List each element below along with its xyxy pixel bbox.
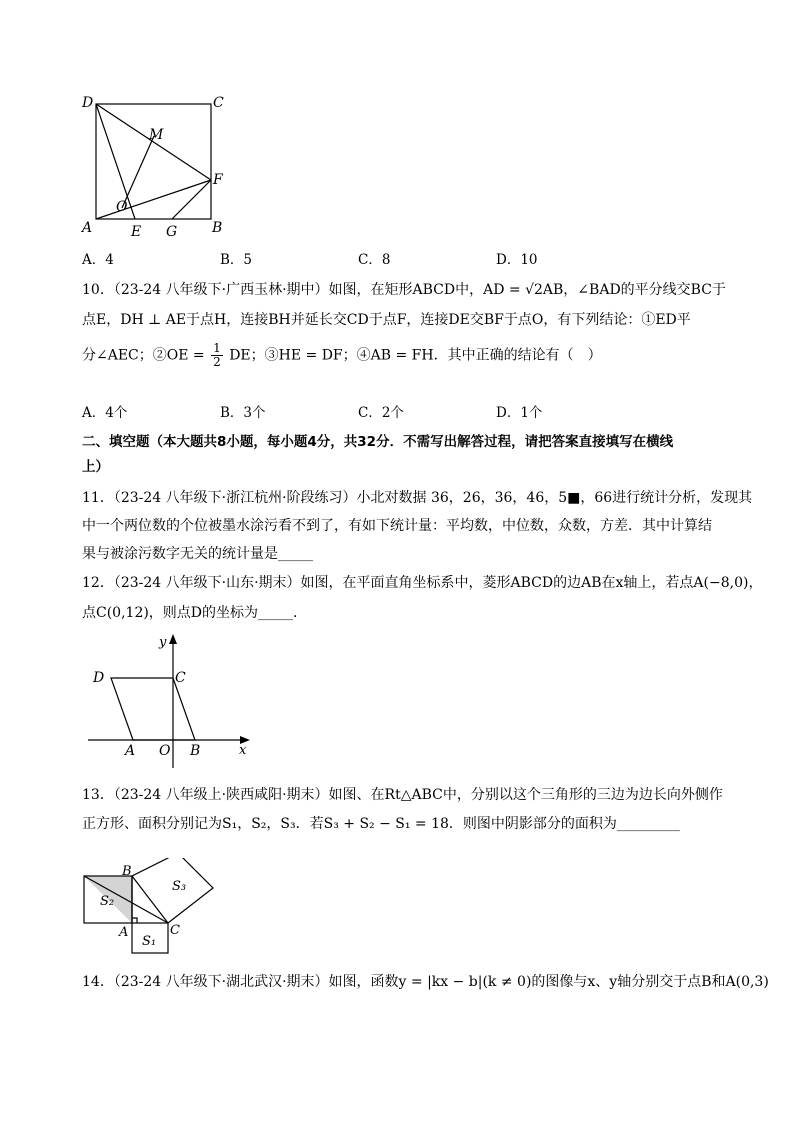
section-2-heading-line-2: 上） xyxy=(82,459,109,475)
label-y: y xyxy=(159,635,167,650)
label-M: M xyxy=(149,127,164,143)
label-A: A xyxy=(119,925,129,940)
q13-line-2: 正方形、面积分别记为S₁，S₂，S₃．若S₃ + S₂ − S₁ = 18．则图中阴影部分的面积为_________ xyxy=(82,816,680,832)
q10-option-d: D．1个 xyxy=(496,405,543,421)
y-axis-arrow xyxy=(169,634,177,644)
q12-line-1: 12．（23-24 八年级下·山东·期末）如图，在平面直角坐标系中，菱形ABCD的边AB在x轴上，若点A(−8,0)， xyxy=(82,575,763,591)
q10-line-3-start: 分∠AEC；②OE = xyxy=(82,347,205,364)
fraction xyxy=(211,342,223,369)
label-A: A xyxy=(82,220,93,236)
label-F: F xyxy=(213,172,223,188)
q10-option-b: B．3个 xyxy=(220,405,266,421)
q14-line-1: 14．（23-24 八年级下·湖北武汉·期末）如图，函数y = |kx − b|(k ≠ 0)的图像与x、y轴分别交于点B和A(0,3) xyxy=(82,974,769,990)
fraction-denominator: 2 xyxy=(213,355,221,369)
figure-q12 xyxy=(84,630,254,770)
q11-line-1: 11．（23-24 八年级下·浙江杭州·阶段练习）小北对数据 36，26，36，46，5■，66进行统计分析，发现其 xyxy=(82,490,753,506)
label-S1: S₁ xyxy=(142,934,157,949)
label-C: C xyxy=(170,923,180,938)
label-G: G xyxy=(166,224,178,240)
q10-line-3 xyxy=(82,342,602,369)
label-C: C xyxy=(213,95,224,111)
section-2-heading-line-1: 二、填空题（本大题共8小题，每小题4分，共32分．不需写出解答过程，请把答案直接填写在横线 xyxy=(82,434,674,450)
q10-line-3-end: DE；③HE = DF；④AB = FH．其中正确的结论有（ ） xyxy=(229,347,602,364)
figure-q13 xyxy=(80,858,220,958)
label-D: D xyxy=(82,95,94,111)
q10-option-a: A．4个 xyxy=(82,405,128,421)
label-E: E xyxy=(131,224,142,240)
label-C: C xyxy=(175,670,186,686)
label-D: D xyxy=(93,670,105,686)
label-x: x xyxy=(239,743,247,758)
label-B: B xyxy=(122,864,132,879)
q9-option-d: D．10 xyxy=(496,252,538,268)
label-B: B xyxy=(190,743,201,759)
label-S2: S₂ xyxy=(100,894,115,909)
q9-option-c: C．8 xyxy=(358,252,391,268)
fraction-numerator: 1 xyxy=(213,341,221,355)
q11-line-2: 中一个两位数的个位被墨水涂污看不到了，有如下统计量：平均数，中位数，众数，方差．其中计算结 xyxy=(82,518,712,534)
q13-line-1: 13．（23-24 八年级上·陕西咸阳·期末）如图、在Rt△ABC中，分别以这个三角形的三边为边长向外侧作 xyxy=(82,787,723,803)
q12-line-2: 点C(0,12)，则点D的坐标为_____． xyxy=(82,605,308,621)
label-S3: S₃ xyxy=(172,879,187,894)
q9-option-b: B．5 xyxy=(220,252,253,268)
figure-q9 xyxy=(78,92,238,242)
label-A: A xyxy=(125,743,136,759)
label-B: B xyxy=(212,220,223,236)
label-O: O xyxy=(116,199,128,215)
q10-line-1: 10．（23-24 八年级下·广西玉林·期中）如图，在矩形ABCD中，AD = √2AB，∠BAD的平分线交BC于 xyxy=(82,282,726,298)
q10-option-c: C．2个 xyxy=(358,405,404,421)
q9-option-a: A．4 xyxy=(82,252,114,268)
label-O: O xyxy=(159,743,171,759)
q11-line-3: 果与被涂污数字无关的统计量是_____ xyxy=(82,546,313,562)
q10-line-2: 点E，DH ⊥ AE于点H，连接BH并延长交CD于点F，连接DE交BF于点O，有下列结论：①ED平 xyxy=(82,312,691,328)
